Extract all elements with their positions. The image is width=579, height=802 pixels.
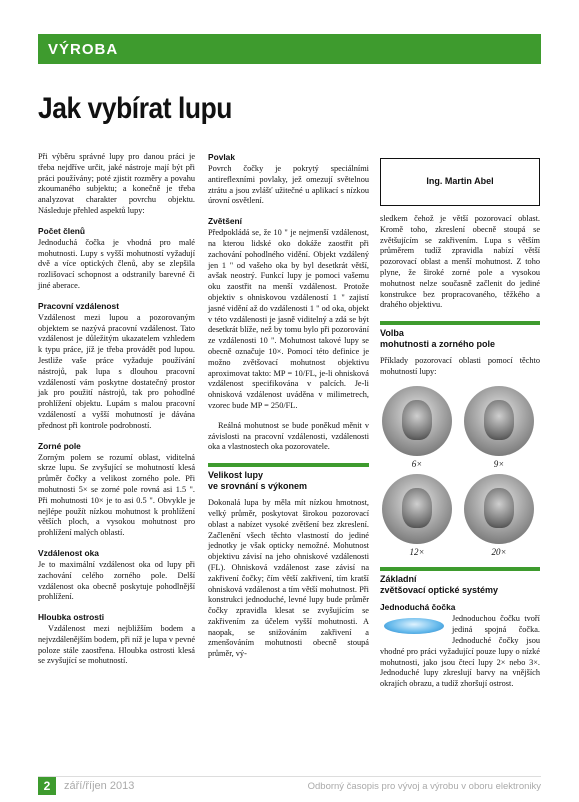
- article-title: Jak vybírat lupu: [38, 92, 232, 125]
- coin-image: [382, 474, 452, 544]
- heading-hloubka-ostrosti: Hloubka ostrosti: [38, 612, 105, 623]
- coin-label: 9×: [493, 458, 505, 469]
- author-name: Ing. Martin Abel: [426, 176, 494, 186]
- heading-zvetseni: Zvětšení: [208, 216, 242, 227]
- heading-velikost-lupy: [208, 463, 369, 492]
- heading-pocet-clenu: Počet členů: [38, 225, 86, 236]
- section-label: VÝROBA: [48, 41, 119, 58]
- paragraph-jednoducha-cocka: Jednoduchou čočku tvoří jediná spojná čočka. Jednoduché čočky jsou vhodné pro práci vyžadující pouze lupy o nízké mohutnosti, jako jsou čtecí lupy 2× nebo 3×. Jednoduché lupy zkreslují barvy na vnějších okrajích obrazu, a tudíž zhoršují ostrost.: [380, 614, 540, 689]
- coin-example: [382, 474, 452, 558]
- coin-magnification-examples: [382, 386, 534, 558]
- column-3: [380, 152, 540, 690]
- page-footer: [38, 776, 541, 795]
- paragraph-vzdalenost-oka: Je to maximální vzdálenost oka od lupy při zachování celého zorného pole. Delší vzdálenost oka obecně poskytuje pohodlnější prohlížení.: [38, 559, 195, 602]
- heading-zorne-pole: Zorné pole: [38, 440, 81, 451]
- paragraph-pracovni-vzdalenost: Vzdálenost mezi lupou a pozorovaným objektem se nazývá pracovní vzdálenost. Tato vzdálenost je důležitým ukazatelem vzhledem k typu práce, jíž je třeba provádět pod lupou. Jestliže vaše práce vyžaduje používání nástrojů, pak lupa s dlouhou pracovní vzdáleností vám poskytne dostatečný prostor jak pro použití nástrojů, tak pro pohodlné prohlížení objektu. Lupám s malou pracovní vzdáleností a vyšší mohutností je dávána přednost při kontrole podrobností.: [38, 312, 195, 430]
- paragraph-hloubka-ostrosti: Vzdálenost mezi nejbližším bodem a nejvzdálenějším bodem, při níž je lupa v pevné poloze stále zaostřena. Hloubka ostrosti klesá se zvyšující se mohutností.: [38, 624, 195, 666]
- coin-example: [464, 474, 534, 558]
- heading-vzdalenost-oka: Vzdálenost oka: [38, 547, 99, 558]
- page-number: 2: [38, 777, 56, 795]
- heading-pracovni-vzdalenost: Pracovní vzdálenost: [38, 300, 119, 311]
- paragraph-priklady: Příklady pozorovací oblasti pomocí těchto mohutností lupy:: [380, 356, 540, 376]
- lens-paragraph-block: [380, 614, 540, 690]
- heading-volba-mohutnosti: [380, 321, 540, 350]
- coin-example: [464, 386, 534, 470]
- coin-label: 20×: [491, 546, 507, 557]
- column-2: [208, 152, 369, 660]
- heading-jednoducha-cocka: Jednoduchá čočka: [380, 602, 456, 613]
- author-box: [380, 158, 540, 206]
- paragraph-zorne-pole: Zorným polem se rozumí oblast, viditelná skrze lupu. Se zvyšující se mohutností klesá průměr čočky a velikost zorného pole. Při mohutnosti 5× se zorné pole rovná asi 1.5 ". Při mohutnosti 10× je to asi 0.5 ". Obvykle je nejlépe použít nízkou mohutnost k prohlížení větších ploch, a vysokou mohutnost pro prohlížení malých oblastí.: [38, 452, 195, 538]
- coin-label: 6×: [411, 458, 423, 469]
- heading-line: mohutnosti a zorného pole: [380, 339, 495, 350]
- coin-image: [464, 474, 534, 544]
- paragraph-pocet-clenu: Jednoduchá čočka je vhodná pro malé mohutnosti. Lupy s vyšší mohutností vyžadují dvě a více optických členů, aby se zlepšila rozlišovací schopnost a odstranily barevné či jiné aberace.: [38, 237, 195, 290]
- coin-example: [382, 386, 452, 470]
- coin-label: 12×: [409, 546, 425, 557]
- paragraph-velikost-lupy: Dokonalá lupa by měla mít nízkou hmotnost, velký průměr, poskytovat širokou pozorovací oblast a nabízet vysoké zvětšení bez zkreslení. Začlenění všech těchto vlastností do jediné jednotky je však opticky nemožné. Mohutnost objektivu závisí na jeho ohniskové vzdálenosti (FL). Ohnisková vzdálenost zase závisí na zakřivení čočky; čím větší zakřivení, tím kratší ohnisková vzdálenost a tím větší mohutnost. Při konstrukci jednoduché, levné lupy bude průměr čočky zpravidla klesat se zvyšujícím se zakřivením za účelem vyšší mohutnosti. A naopak, se snižováním zakřivení a zmenšováním mohutnosti obecně stoupá průměr, vý-: [208, 498, 369, 659]
- intro-paragraph: Při výběru správné lupy pro danou práci je třeba nejdříve určit, jaké nástroje mají být při práci používány; poté zjistit rozměry a povahu zkoumaného subjektu; a konečně je třeba analyzovat charakter povrchu objektu. Následuje přehled aspektů lupy:: [38, 152, 195, 215]
- coin-image: [464, 386, 534, 456]
- paragraph-continuation: sledkem čehož je větší pozorovací oblast. Kromě toho, zkreslení obecně stoupá se zvětšujícím se zakřivením. Lupa s větším průměrem tudíž zpravidla nabízí větší pozorovací oblast a menší mohutnost. Z toho plyne, že široké zorné pole a vysokou mohutnost nelze současně začlenit do jediné konstrukce bez propracovaného, těžkého a drahého objektivu.: [380, 214, 540, 310]
- heading-line: ve srovnání s výkonem: [208, 481, 308, 492]
- heading-line: Volba: [380, 328, 404, 339]
- heading-zakladni-systemy: [380, 567, 540, 596]
- coin-image: [382, 386, 452, 456]
- heading-line: Základní: [380, 574, 417, 585]
- heading-povlak: Povlak: [208, 152, 236, 162]
- paragraph-realna-mohutnost: Reálná mohutnost se bude poněkud měnit v závislosti na pracovní vzdálenosti, vzdálenosti oka a vlastnostech oka pozorovatele.: [208, 420, 369, 452]
- column-1: [38, 152, 195, 667]
- paragraph-zvetseni: Předpokládá se, že 10 " je nejmenší vzdálenost, na kterou lidské oko dokáže zaostřit při zachování pohodlného vidění. Objekt vzdálený jen 1 " od vašeho oka by byl desetkrát větší, avšak neostrý. Funkcí lupy je pomoci vašemu oku zaostřit na menší vzdálenost. Protože objektiv s ohniskovou vzdáleností 1 " zajistí jasné vidění až do vzdálenosti 1 " od oka, objekt v této vzdálenosti je jasně viditelný a zdá se být desetkrát blíže, než by tomu bylo při pozorování ze vzdálenosti 10 ". Mohutnost takové lupy se obecně označuje 10×. Pomocí této definice je možno zvětšovací mohutnost objektivu aproximovat takto: MP = 10/FL, je-li ohnisková vzdálenost specifikována v palcích. Je-li ohnisková vzdálenost uváděna v milimetrech, vzorec bude MP = 250/FL.: [208, 228, 369, 410]
- heading-line: Velikost lupy: [208, 470, 264, 481]
- paragraph-povlak: Povrch čočky je pokrytý speciálními antireflexními povlaky, jež omezují světelnou ztrátu a jsou zvlášť užitečné u aplikací s nízkou úrovní osvětlení.: [208, 164, 369, 206]
- section-bar: [38, 34, 541, 64]
- issue-date: září/říjen 2013: [64, 780, 135, 792]
- heading-line: zvětšovací optické systémy: [380, 585, 499, 596]
- magazine-tagline: Odborný časopis pro vývoj a výrobu v oboru elektroniky: [307, 781, 541, 792]
